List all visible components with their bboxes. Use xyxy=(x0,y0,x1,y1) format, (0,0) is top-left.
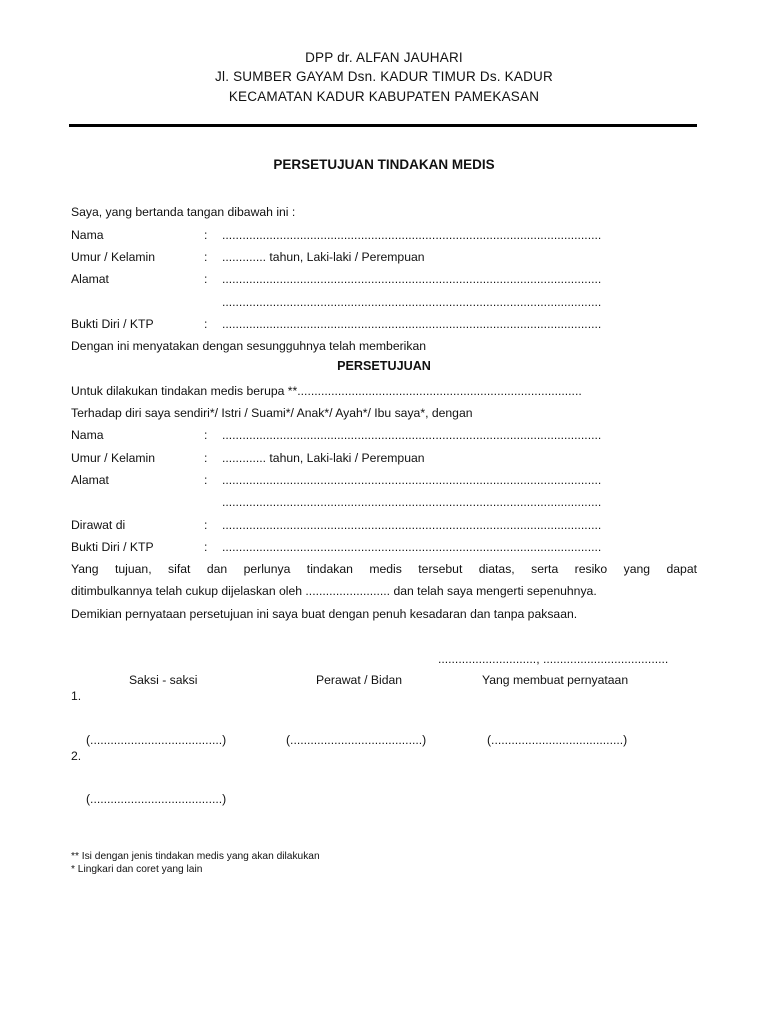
s2-dirawat-colon: : xyxy=(204,518,208,532)
s2-nama-label: Nama xyxy=(71,428,104,442)
pembuat-signature[interactable]: (.......................................) xyxy=(487,733,628,747)
s2-alamat-label: Alamat xyxy=(71,473,109,487)
paragraph-line-1: Yang tujuan, sifat dan perlunya tindakan medis tersebut diatas, serta resiko yang dapat xyxy=(71,562,697,576)
s1-nama-field[interactable]: ................................................................................................................ xyxy=(222,228,602,242)
paragraph-line-2[interactable]: ditimbulkannya telah cukup dijelaskan oleh ......................... dan telah saya mengerti sepenuhnya. xyxy=(71,584,597,598)
s2-bukti-colon: : xyxy=(204,540,208,554)
paragraph-line-3: Demikian pernyataan persetujuan ini saya buat dengan penuh kesadaran dan tanpa paksaan. xyxy=(71,607,578,621)
s2-alamat-field-1[interactable]: ................................................................................................................ xyxy=(222,473,602,487)
s2-dirawat-field[interactable]: ................................................................................................................ xyxy=(222,518,602,532)
s2-nama-field[interactable]: ................................................................................................................ xyxy=(222,428,602,442)
header-line-3: KECAMATAN KADUR KABUPATEN PAMEKASAN xyxy=(228,89,540,104)
s2-bukti-field[interactable]: ................................................................................................................ xyxy=(222,540,602,554)
statement-text: Dengan ini menyatakan dengan sesungguhnya telah memberikan xyxy=(71,339,427,353)
s1-bukti-field[interactable]: ................................................................................................................ xyxy=(222,317,602,331)
s2-dirawat-label: Dirawat di xyxy=(71,518,126,532)
s1-umur-label: Umur / Kelamin xyxy=(71,250,155,264)
document-title: PERSETUJUAN TINDAKAN MEDIS xyxy=(273,157,495,172)
saksi-number-2: 2. xyxy=(71,749,82,763)
s1-alamat-field-1[interactable]: ................................................................................................................ xyxy=(222,272,602,286)
s1-bukti-colon: : xyxy=(204,317,208,331)
s1-alamat-label: Alamat xyxy=(71,272,109,286)
s1-alamat-colon: : xyxy=(204,272,208,286)
header-line-1: DPP dr. ALFAN JAUHARI xyxy=(305,50,463,65)
s2-umur-field[interactable]: ............. tahun, Laki-laki / Perempuan xyxy=(222,451,425,465)
tindakan-field[interactable]: Untuk dilakukan tindakan medis berupa **.................................................................................... xyxy=(71,384,582,398)
saksi-number-1: 1. xyxy=(71,689,82,703)
s2-alamat-colon: : xyxy=(204,473,208,487)
subtitle-persetujuan: PERSETUJUAN xyxy=(337,359,431,373)
s1-bukti-label: Bukti Diri / KTP xyxy=(71,317,154,331)
s2-alamat-field-2[interactable]: ................................................................................................................ xyxy=(222,495,602,509)
saksi-1-signature[interactable]: (.......................................) xyxy=(86,733,227,747)
s1-nama-label: Nama xyxy=(71,228,104,242)
saksi-2-signature[interactable]: (.......................................) xyxy=(86,792,227,806)
s1-nama-colon: : xyxy=(204,228,208,242)
saksi-heading: Saksi - saksi xyxy=(129,673,198,687)
s2-umur-label: Umur / Kelamin xyxy=(71,451,155,465)
footnote-1: ** Isi dengan jenis tindakan medis yang akan dilakukan xyxy=(71,851,320,862)
s2-nama-colon: : xyxy=(204,428,208,442)
s2-bukti-label: Bukti Diri / KTP xyxy=(71,540,154,554)
s1-umur-colon: : xyxy=(204,250,208,264)
s2-umur-colon: : xyxy=(204,451,208,465)
pembuat-heading: Yang membuat pernyataan xyxy=(482,673,629,687)
header-line-2: Jl. SUMBER GAYAM Dsn. KADUR TIMUR Ds. KADUR xyxy=(215,69,553,84)
terhadap-text: Terhadap diri saya sendiri*/ Istri / Suami*/ Anak*/ Ayah*/ Ibu saya*, dengan xyxy=(71,406,473,420)
perawat-signature[interactable]: (.......................................) xyxy=(286,733,427,747)
footnote-2: * Lingkari dan coret yang lain xyxy=(71,864,203,875)
intro-text: Saya, yang bertanda tangan dibawah ini : xyxy=(71,205,296,219)
perawat-heading: Perawat / Bidan xyxy=(316,673,403,687)
s1-umur-field[interactable]: ............. tahun, Laki-laki / Perempuan xyxy=(222,250,425,264)
s1-alamat-field-2[interactable]: ................................................................................................................ xyxy=(222,295,602,309)
header-divider xyxy=(69,124,697,127)
place-date-field[interactable]: ............................., ..................................... xyxy=(438,652,669,666)
